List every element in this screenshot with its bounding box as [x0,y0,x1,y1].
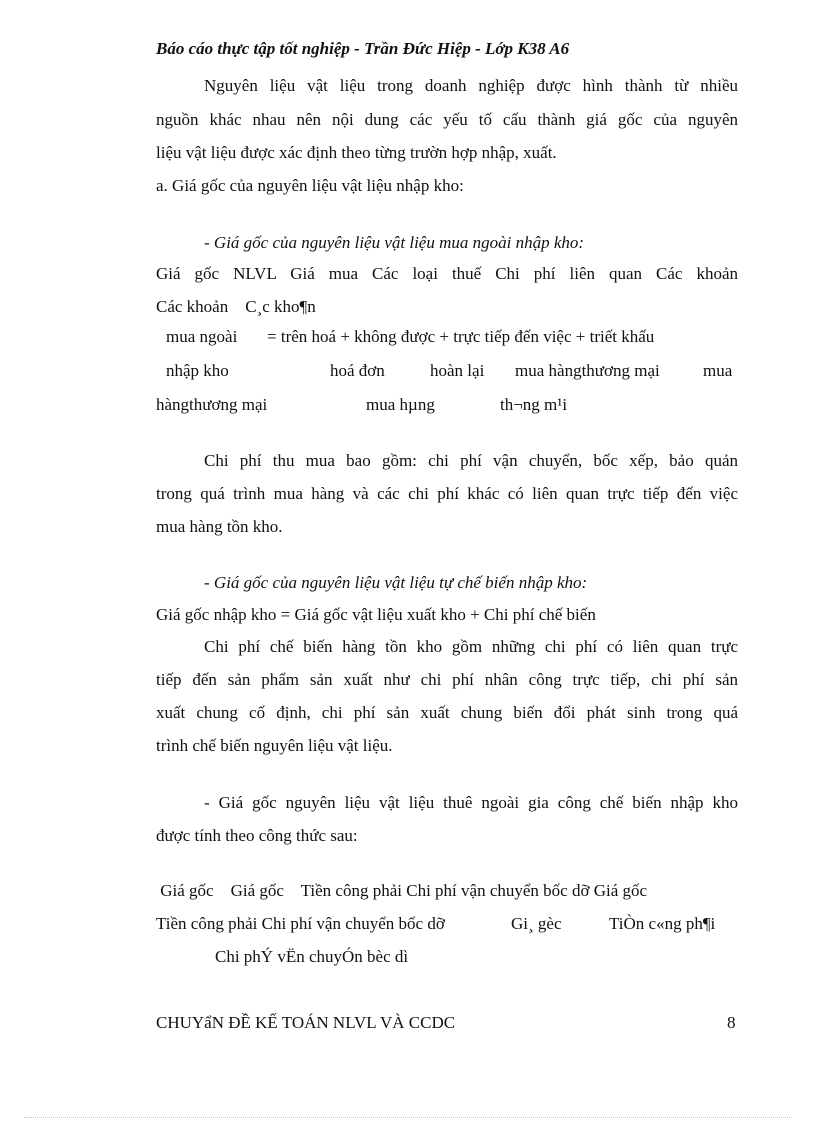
subheading-purchased: - Giá gốc của nguyên liệu vật liệu mua ngoài nhập kho: [204,233,585,252]
formula-3-row-2-cell: Gi¸ gèc [511,914,562,933]
formula-1-row-3: mua ngoài = trên hoá + không được + trực tiếp đến việc + triết khấu [166,327,655,346]
paragraph-1-line-1: Nguyên liệu vật liệu trong doanh nghiệp được hình thành từ nhiều [204,76,738,95]
formula-1-row-4-cell: mua hàngthương mại [515,361,660,380]
subheading-self-processed: - Giá gốc của nguyên liệu vật liệu tự chế biến nhập kho: [204,573,588,592]
formula-1-row-2: Các khoản C¸c kho¶n [156,297,316,316]
formula-1-row-5-cell: hàngthương mại [156,395,268,414]
paragraph-4-line-1: - Giá gốc nguyên liệu vật liệu thuê ngoài gia công chế biến nhập kho [204,793,738,812]
paragraph-3-line-1: Chi phí chế biến hàng tồn kho gồm những chi phí có liên quan trực [204,637,738,656]
page-bottom-divider [24,1117,792,1118]
formula-1-row-4-cell: mua [703,361,733,380]
paragraph-2-line-2: trong quá trình mua hàng và các chi phí khác có liên quan trực tiếp đến việc [156,484,738,503]
section-a-heading: a. Giá gốc của nguyên liệu vật liệu nhập kho: [156,176,464,195]
footer-title: CHUYẩN ĐỀ KẾ TOÁN NLVL VÀ CCDC [156,1013,456,1032]
paragraph-1-line-3: liệu vật liệu được xác định theo từng trườn hợp nhập, xuất. [156,143,557,162]
paragraph-3-line-4: trình chế biến nguyên liệu vật liệu. [156,736,393,755]
paragraph-2-line-3: mua hàng tồn kho. [156,517,283,536]
paragraph-3-line-3: xuất chung cố định, chi phí sản xuất chung biến đổi phát sinh trong quá [156,703,738,722]
formula-3-row-3: Chi phÝ vËn chuyÓn bèc dì [215,947,409,966]
page-number: 8 [727,1013,736,1032]
paragraph-2-line-1: Chi phí thu mua bao gồm: chi phí vận chuyển, bốc xếp, bảo quản [204,451,738,470]
formula-1-row-4-cell: hoá đơn [330,361,385,380]
formula-1-row-5-cell: mua hµng [366,395,435,414]
formula-1-row-4-cell: nhập kho [166,361,229,380]
formula-1-row-5-cell: th¬ng m¹i [500,395,568,414]
paragraph-3-line-2: tiếp đến sản phẩm sản xuất như chi phí nhân công trực tiếp, chi phí sản [156,670,738,689]
formula-3-row-2-cell: Tiền công phải Chi phí vận chuyển bốc dỡ [156,914,445,933]
formula-2: Giá gốc nhập kho = Giá gốc vật liệu xuất kho + Chi phí chế biến [156,605,596,624]
formula-1-cell: Giá mua [290,264,359,283]
formula-1-cell: Các loại thuế [372,264,482,283]
formula-3-row-1: Giá gốc Giá gốc Tiền công phải Chi phí vận chuyển bốc dỡ Giá gốc [156,881,648,900]
formula-1-row-4-cell: hoàn lại [430,361,485,380]
formula-3-row-2-cell: TiÒn c«ng ph¶i [609,914,716,933]
formula-1-cell: Giá gốc NLVL [156,264,277,283]
page-header: Báo cáo thực tập tốt nghiệp - Trần Đức Hiệp - Lớp K38 A6 [156,39,570,58]
paragraph-1-line-2: nguồn khác nhau nên nội dung các yếu tố cấu thành giá gốc của nguyên [156,110,738,129]
paragraph-4-line-2: được tính theo công thức sau: [156,826,358,845]
formula-1-cell: Chi phí liên quan Các khoản [495,264,738,283]
formula-1-row-1 [156,263,738,285]
